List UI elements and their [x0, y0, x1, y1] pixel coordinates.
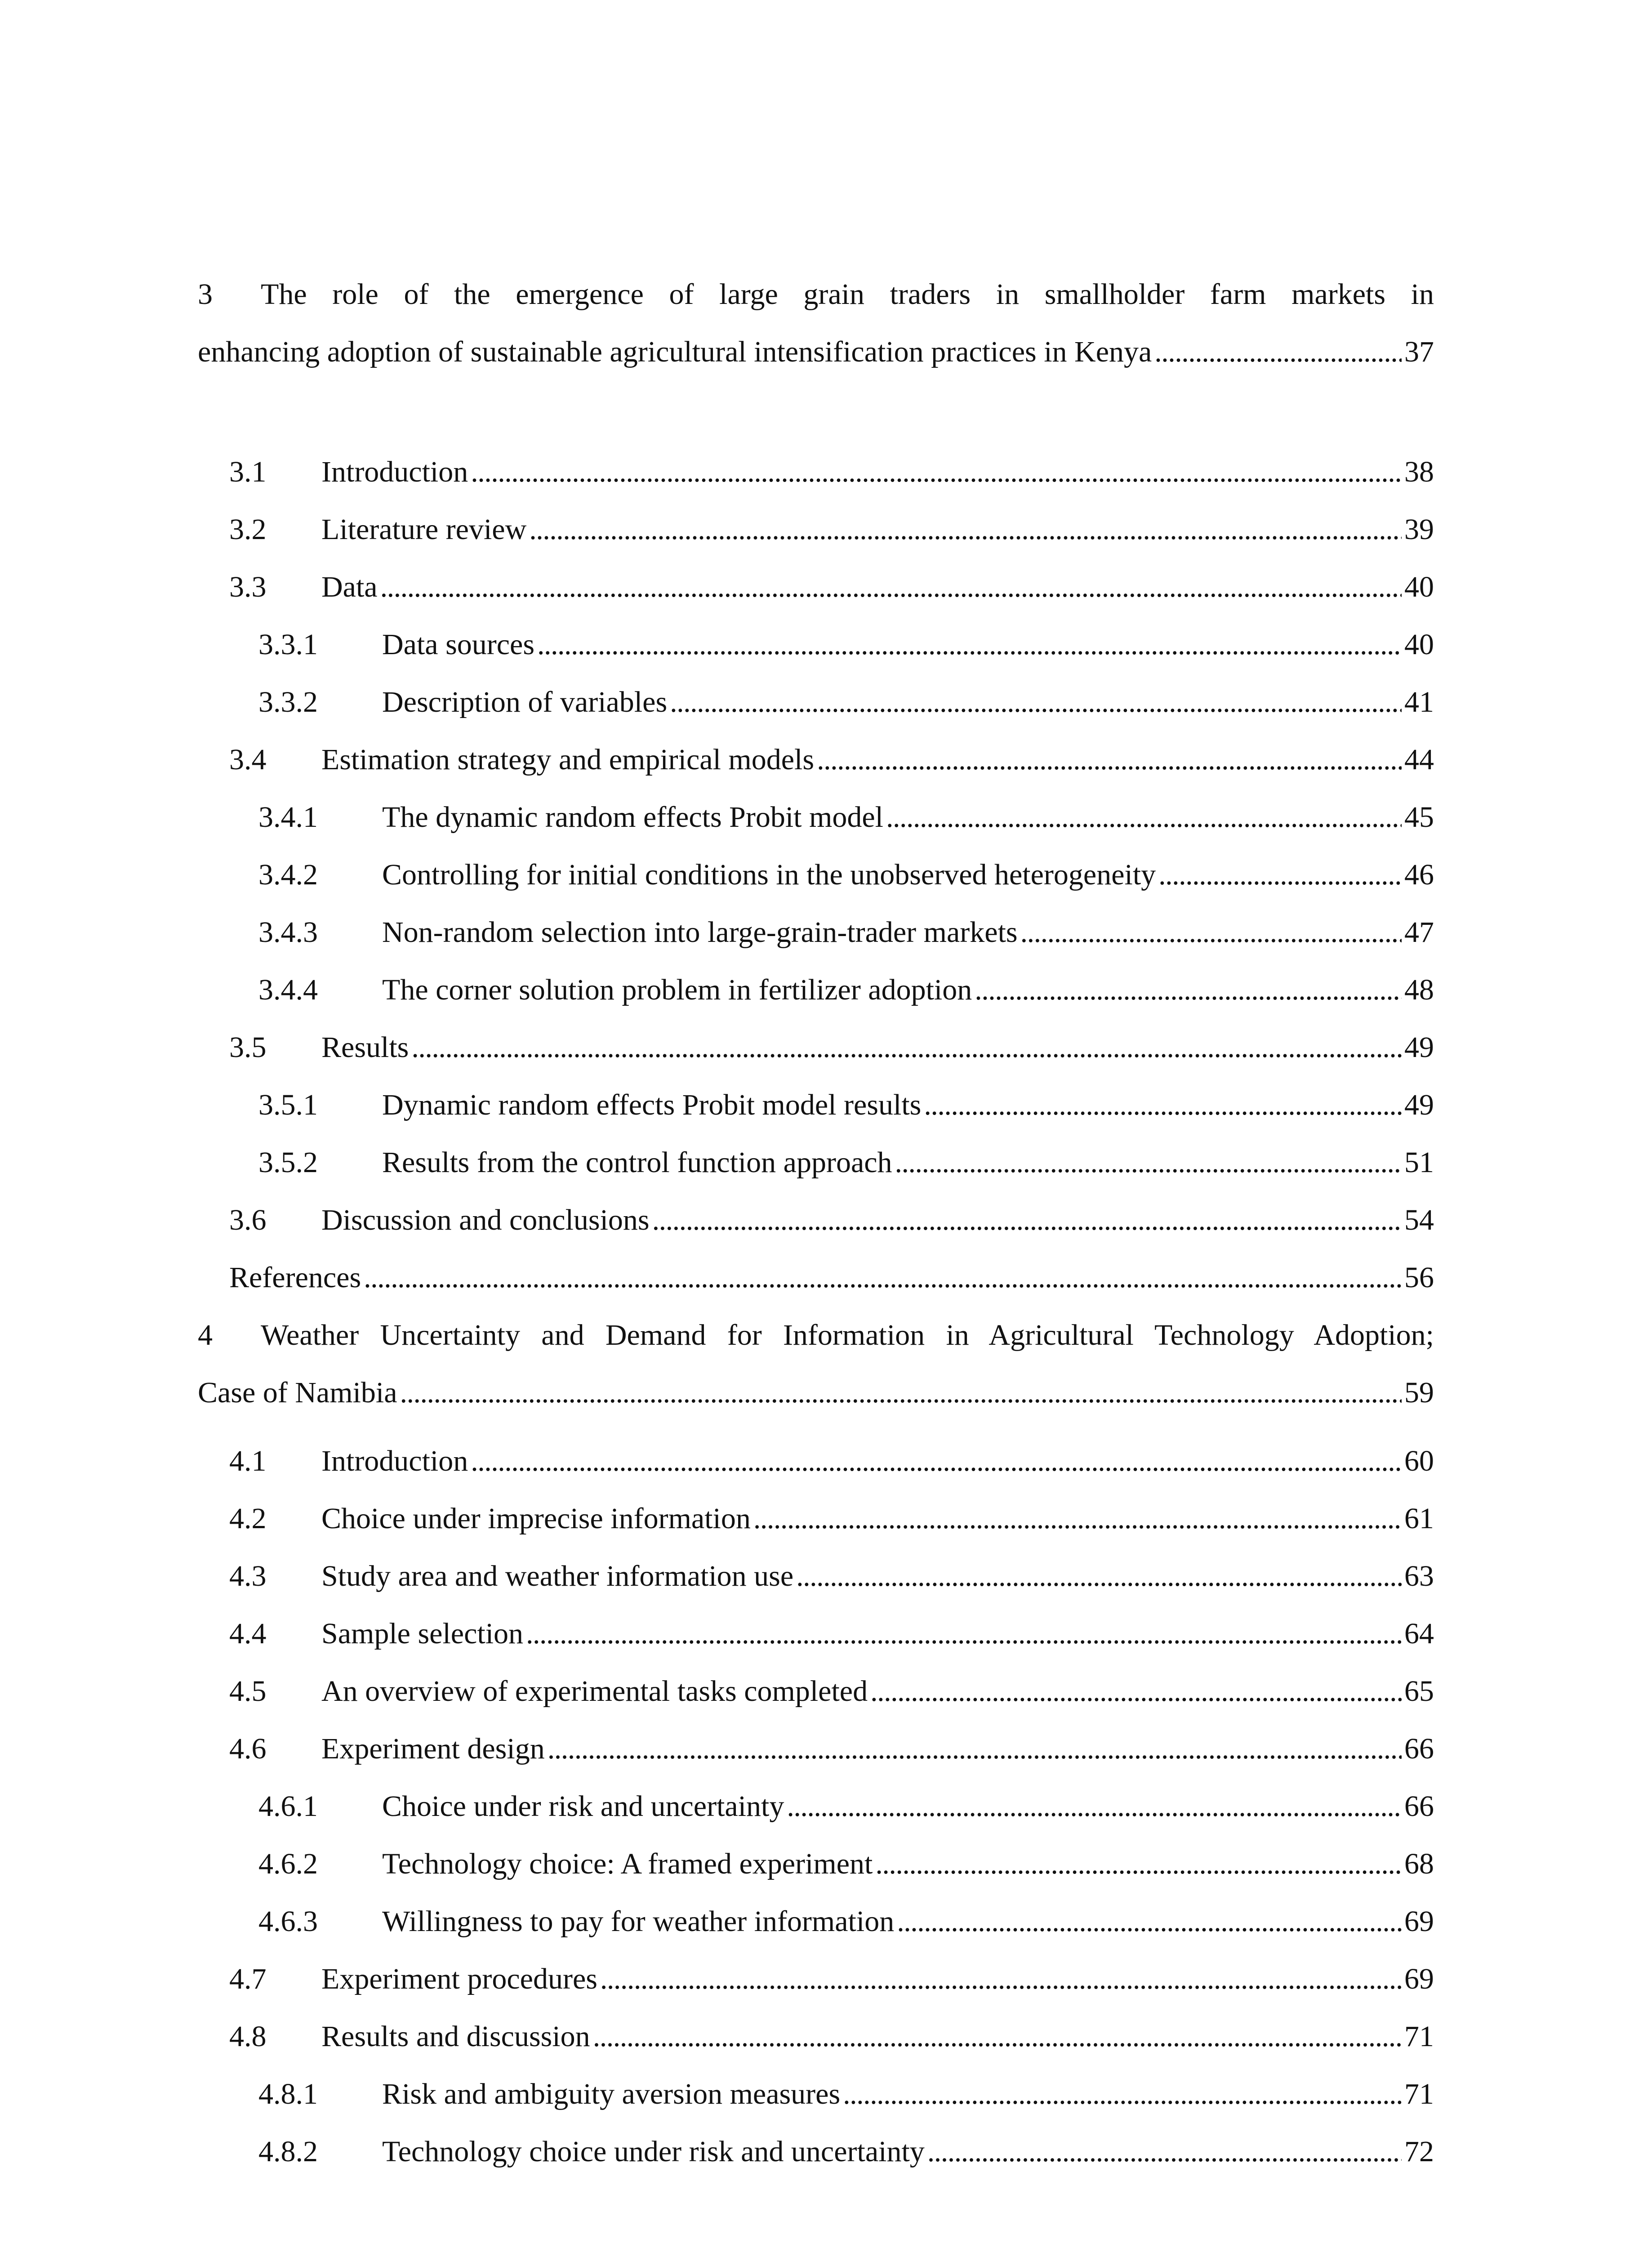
toc-page-number: 45: [1404, 801, 1434, 834]
toc-entry-number: 4.3: [229, 1560, 267, 1592]
toc-leader-dots: [753, 1496, 1402, 1541]
toc-entry-number: 3.4: [229, 743, 267, 776]
toc-entry-title: Description of variables: [382, 686, 668, 718]
toc-entry-line: [229, 1669, 1434, 1714]
toc-page-number: 46: [1404, 858, 1434, 891]
toc-entry-title: Results: [321, 1031, 409, 1064]
toc-entry-title: Estimation strategy and empirical models: [321, 743, 815, 776]
toc-entry-title: Choice under imprecise information: [321, 1502, 751, 1535]
toc-entry-line: [258, 680, 1434, 725]
toc-leader-dots: [897, 1899, 1402, 1944]
toc-entry-line: [258, 1083, 1434, 1128]
toc-entry-title: Controlling for initial conditions in the unobserved heterogeneity: [382, 858, 1156, 891]
toc-page-number: 44: [1404, 743, 1434, 776]
toc-entry-line: [258, 1140, 1434, 1185]
toc-entry-title-line-1: The role of the emergence of large grain traders in smallholder farm markets in: [261, 278, 1434, 311]
toc-leader-dots: [380, 565, 1402, 610]
toc-leader-dots: [364, 1255, 1402, 1300]
toc-entry-number: 3.3: [229, 571, 267, 603]
toc-leader-dots: [870, 1669, 1402, 1714]
toc-entry[interactable]: [229, 1496, 1434, 1541]
toc-entry[interactable]: [229, 2014, 1434, 2059]
toc-entry-number: 4.6.3: [258, 1905, 318, 1938]
toc-entry[interactable]: [229, 1554, 1434, 1599]
toc-entry-title: Introduction: [321, 1445, 468, 1477]
toc-page-number: 39: [1404, 513, 1434, 546]
toc-entry-line: [229, 1025, 1434, 1070]
toc-leader-dots: [593, 2014, 1402, 2059]
toc-page-number: 40: [1404, 571, 1434, 603]
toc-page-number: 66: [1404, 1732, 1434, 1765]
toc-entry-line: [229, 1198, 1434, 1243]
toc-entry-number: 4.8.1: [258, 2078, 318, 2110]
toc-entry-number: 4.5: [229, 1675, 267, 1708]
toc-entry-line: [229, 1726, 1434, 1771]
toc-entry-line: [258, 2129, 1434, 2174]
toc-entry-line: [229, 1554, 1434, 1599]
toc-entry-line: [229, 1496, 1434, 1541]
toc-page-number: 65: [1404, 1675, 1434, 1708]
toc-page-number: 56: [1404, 1261, 1434, 1294]
toc-page-number: 49: [1404, 1088, 1434, 1121]
toc-entry-number: 4.7: [229, 1963, 267, 1995]
toc-page-number: 63: [1404, 1560, 1434, 1592]
toc-page-number: 54: [1404, 1204, 1434, 1236]
toc-leader-dots: [600, 1957, 1402, 2002]
toc-entry-title: The dynamic random effects Probit model: [382, 801, 883, 834]
toc-entry[interactable]: [258, 1083, 1434, 1128]
toc-chapter-line-1: [198, 1313, 1434, 1358]
toc-entry-title: Technology choice under risk and uncertainty: [382, 2135, 925, 2168]
toc-leader-dots: [895, 1140, 1402, 1185]
toc-page-number: 61: [1404, 1502, 1434, 1535]
toc-chapter-entry[interactable]: [198, 1313, 1434, 1415]
toc-entry[interactable]: [258, 1842, 1434, 1887]
toc-leader-dots: [975, 968, 1402, 1012]
toc-entry[interactable]: [229, 737, 1434, 782]
toc-entry-line: [258, 1842, 1434, 1887]
toc-leader-dots: [924, 1083, 1402, 1128]
toc-entry[interactable]: [258, 852, 1434, 897]
toc-page-number: 69: [1404, 1905, 1434, 1938]
toc-leader-dots: [927, 2129, 1402, 2174]
toc-entry-line: [258, 622, 1434, 667]
toc-entry-title: Study area and weather information use: [321, 1560, 794, 1592]
toc-entry-title: Data sources: [382, 628, 535, 661]
toc-entry-line: [229, 2014, 1434, 2059]
toc-leader-dots: [548, 1726, 1402, 1771]
toc-leader-dots: [471, 1439, 1402, 1484]
toc-entry[interactable]: [258, 968, 1434, 1012]
toc-leader-dots: [787, 1784, 1402, 1829]
toc-entry[interactable]: [258, 1140, 1434, 1185]
toc-entry-title: Results and discussion: [321, 2020, 590, 2053]
toc-entry[interactable]: [258, 622, 1434, 667]
toc-entry-title: Technology choice: A framed experiment: [382, 1847, 873, 1880]
toc-entry-number: 3.3.1: [258, 628, 318, 661]
toc-entry-title: The corner solution problem in fertilizer adoption: [382, 973, 972, 1006]
toc-leader-dots: [537, 622, 1402, 667]
toc-entry-number: 3: [198, 278, 213, 311]
toc-entry[interactable]: [229, 1255, 1434, 1300]
toc-entry-title: Willingness to pay for weather information: [382, 1905, 895, 1938]
toc-entry-title-line-2: Case of Namibia: [198, 1376, 397, 1409]
toc-leader-dots: [1154, 330, 1402, 375]
toc-entry-number: 3.6: [229, 1204, 267, 1236]
toc-page-number: 64: [1404, 1617, 1434, 1650]
toc-leader-dots: [1158, 852, 1402, 897]
toc-entry-line: [258, 910, 1434, 955]
toc-entry-title: An overview of experimental tasks completed: [321, 1675, 868, 1708]
toc-leader-dots: [1020, 910, 1402, 955]
toc-entry-line: [229, 737, 1434, 782]
toc-entry-number: 3.5: [229, 1031, 267, 1064]
toc-entry[interactable]: [258, 680, 1434, 725]
toc-entry-line: [229, 1255, 1434, 1300]
toc-entry-number: 3.5.1: [258, 1088, 318, 1121]
toc-entry[interactable]: [258, 1899, 1434, 1944]
toc-entry-title: References: [229, 1261, 361, 1294]
toc-entry-title: Results from the control function approach: [382, 1146, 892, 1179]
toc-entry-title: Literature review: [321, 513, 527, 546]
toc-chapter-line-2: [198, 330, 1434, 375]
toc-page-number: 51: [1404, 1146, 1434, 1179]
toc-entry-number: 4.6: [229, 1732, 267, 1765]
toc-page-number: 48: [1404, 973, 1434, 1006]
toc-entry-number: 3.5.2: [258, 1146, 318, 1179]
toc-chapter-line-2: [198, 1370, 1434, 1415]
toc-entry-line: [258, 1784, 1434, 1829]
toc-entry-line: [229, 1611, 1434, 1656]
toc-entry[interactable]: [258, 2129, 1434, 2174]
toc-page-number: 38: [1404, 455, 1434, 488]
toc-leader-dots: [875, 1842, 1402, 1887]
toc-entry-title: Dynamic random effects Probit model results: [382, 1088, 922, 1121]
toc-entry-title: Non-random selection into large-grain-trader markets: [382, 916, 1018, 949]
toc-entry-number: 4: [198, 1319, 213, 1351]
toc-entry[interactable]: [229, 565, 1434, 610]
toc-leader-dots: [843, 2072, 1402, 2117]
toc-leader-dots: [796, 1554, 1402, 1599]
toc-entry-line: [258, 1899, 1434, 1944]
toc-entry-title-line-2: enhancing adoption of sustainable agricultural intensification practices in Kenya: [198, 335, 1152, 368]
toc-entry-number: 4.6.1: [258, 1790, 318, 1823]
toc-entry[interactable]: [229, 507, 1434, 552]
toc-entry[interactable]: [258, 2072, 1434, 2117]
toc-entry-title: Experiment procedures: [321, 1963, 597, 1995]
toc-page-number: 60: [1404, 1445, 1434, 1477]
toc-entry-title-line-1: Weather Uncertainty and Demand for Information in Agricultural Technology Adoption;: [261, 1319, 1434, 1351]
toc-chapter-entry[interactable]: [198, 272, 1434, 375]
toc-page-number: 47: [1404, 916, 1434, 949]
toc-entry[interactable]: [229, 450, 1434, 495]
toc-page-number: 37: [1404, 335, 1434, 368]
toc-entry-number: 3.3.2: [258, 686, 318, 718]
toc-page-number: 72: [1404, 2135, 1434, 2168]
toc-entry[interactable]: [258, 795, 1434, 840]
toc-leader-dots: [817, 737, 1402, 782]
toc-entry-line: [229, 1957, 1434, 2002]
toc-entry[interactable]: [229, 1726, 1434, 1771]
toc-entry-line: [258, 2072, 1434, 2117]
toc-entry-number: 3.4.1: [258, 801, 318, 834]
toc-entry[interactable]: [229, 1669, 1434, 1714]
toc-entry-number: 4.1: [229, 1445, 267, 1477]
toc-entry-title: Discussion and conclusions: [321, 1204, 650, 1236]
toc-entry-title: Data: [321, 571, 378, 603]
toc-entry-number: 4.6.2: [258, 1847, 318, 1880]
toc-entry[interactable]: [258, 910, 1434, 955]
toc-entry-number: 4.4: [229, 1617, 267, 1650]
toc-entry-number: 3.4.4: [258, 973, 318, 1006]
toc-entry-title: Introduction: [321, 455, 468, 488]
toc-entry-line: [229, 565, 1434, 610]
toc-page-number: 69: [1404, 1963, 1434, 1995]
toc-entry[interactable]: [229, 1439, 1434, 1484]
toc-page-number: 40: [1404, 628, 1434, 661]
toc-entry[interactable]: [229, 1025, 1434, 1070]
toc-page-number: 49: [1404, 1031, 1434, 1064]
toc-leader-dots: [886, 795, 1402, 840]
toc-entry-line: [258, 795, 1434, 840]
toc-entry-number: 4.8: [229, 2020, 267, 2053]
toc-entry-title: Choice under risk and uncertainty: [382, 1790, 784, 1823]
toc-page-number: 71: [1404, 2020, 1434, 2053]
toc-leader-dots: [529, 507, 1402, 552]
toc-leader-dots: [652, 1198, 1402, 1243]
toc-page-number: 71: [1404, 2078, 1434, 2110]
toc-entry-title: Risk and ambiguity aversion measures: [382, 2078, 841, 2110]
toc-leader-dots: [471, 450, 1402, 495]
toc-entry-title: Experiment design: [321, 1732, 545, 1765]
toc-page-number: 66: [1404, 1790, 1434, 1823]
toc-entry[interactable]: [229, 1611, 1434, 1656]
toc-page-number: 41: [1404, 686, 1434, 718]
toc-entry-line: [229, 450, 1434, 495]
toc-entry-line: [258, 968, 1434, 1012]
toc-entry-title: Sample selection: [321, 1617, 524, 1650]
toc-entry-line: [229, 1439, 1434, 1484]
toc-entry[interactable]: [229, 1198, 1434, 1243]
toc-entry[interactable]: [229, 1957, 1434, 2002]
toc-leader-dots: [400, 1370, 1402, 1415]
toc-page-number: 68: [1404, 1847, 1434, 1880]
toc-chapter-line-1: [198, 272, 1434, 317]
toc-leader-dots: [411, 1025, 1402, 1070]
toc-entry-number: 3.4.2: [258, 858, 318, 891]
toc-entry-number: 3.1: [229, 455, 267, 488]
toc-entry-number: 4.2: [229, 1502, 267, 1535]
toc-entry-number: 3.4.3: [258, 916, 318, 949]
toc-entry-line: [229, 507, 1434, 552]
toc-entry-number: 3.2: [229, 513, 267, 546]
toc-entry[interactable]: [258, 1784, 1434, 1829]
toc-leader-dots: [670, 680, 1402, 725]
toc-leader-dots: [526, 1611, 1402, 1656]
toc-entry-number: 4.8.2: [258, 2135, 318, 2168]
toc-page-number: 59: [1404, 1376, 1434, 1409]
toc-entry-line: [258, 852, 1434, 897]
